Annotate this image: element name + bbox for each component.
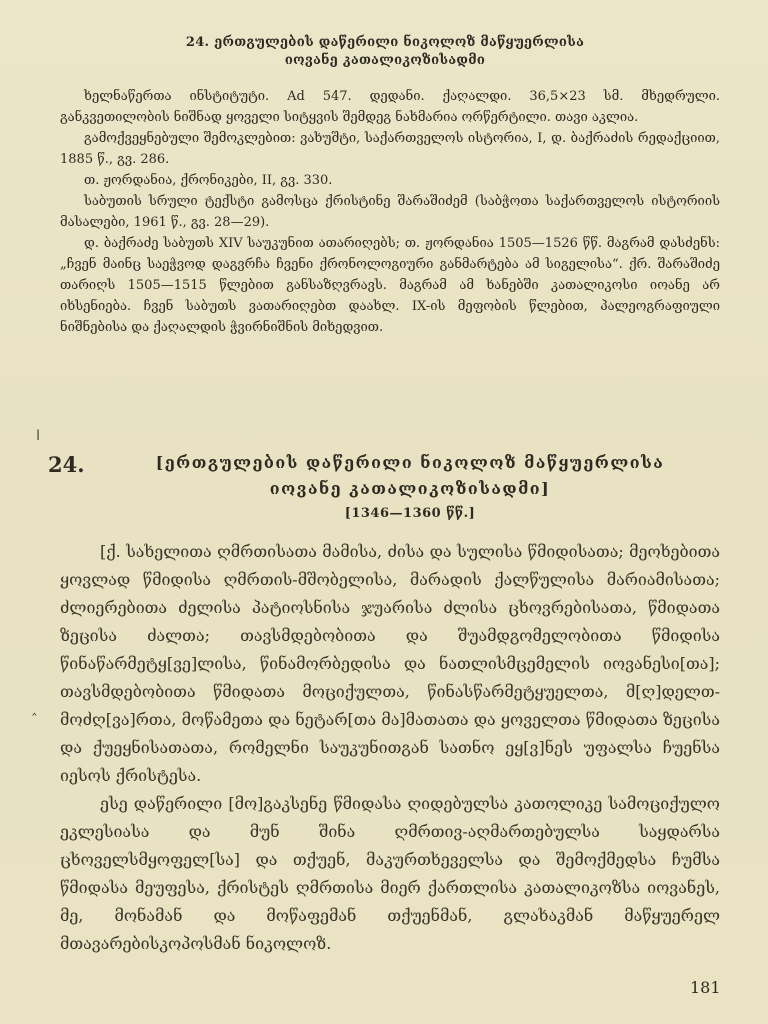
document-title (100, 450, 720, 502)
running-head (90, 34, 680, 70)
running-head-line-1: 24. ერთგულების დაწერილი ნიკოლოზ მაწყუერლისა (185, 35, 585, 50)
apparatus-paragraph: დ. ბაქრაძე საბუთს XIV საუკუნით ათარიღებს; თ. ჟორდანია 1505—1526 წწ. მაგრამ დასძენს: „ჩვენ მაინც საეჭვოდ დაგვრჩა ჩვენი ქრონოლოგიური განმარტება ამ სიგელისა“. ქრ. შარაშიძე თარიღს 1505—1515 წლებით განსაზღვრავს. მაგრამ ამ ხანებში კათალიკოსი იოანე არ იხსენიება. ჩვენ საბუთს ვათარიღებთ დაახლ. IX-ის მეფობის წლებით, პალეოგრაფიული ნიშნებისა და ქაღალდის ჭვირნიშნის მიხედვით. (60, 236, 720, 335)
document-number: 24. (48, 452, 85, 477)
running-head-line-2: იოვანე კათალიკოზისადმი (284, 53, 486, 68)
page-number: 181 (690, 978, 721, 997)
document-date: [1346—1360 წწ.] (344, 506, 476, 521)
margin-tick-mark: ‸ (32, 700, 37, 716)
document-paragraph: [ქ. სახელითა ღმრთისათა მამისა, ძისა და სულისა წმიდისათა; მეოხებითა ყოვლად წმიდისა ღმრთის-მშობელისა, მარადის ქალწულისა მარიამისათა; ძლიერებითა ძელისა პატიოსნისა ჯუარისა ძლისა ცხოვრებისათა, წმიდათა ზეცისა ძალთა; თავსმდებობითა და შუამდგომელობითა წმიდისა წინაწარმეტყ[ვე]ლისა, წინამორბედისა და ნათლისმცემელის იოვანესი[თა]; თავსმდებობითა წმიდათა მოციქულთა, წინასწარმეტყუელთა, მ[ღ]დელთ-მოძღ[ვა]რთა, მოწამეთა და ნეტარ[თა მა]მათათა და ყოველთა წმიდათა ზეცისა და ქუეყნისათათა, რომელნი საუკუნითგან სათნო ეყ[ვ]ნეს უფალსა ჩუენსა იესოს ქრისტესა. (60, 542, 720, 785)
document-body (60, 538, 720, 958)
document-title-line-1: [ერთგულების დაწერილი ნიკოლოზ მაწყუერლისა (155, 453, 665, 472)
apparatus-paragraph: თ. ჟორდანია, ქრონიკები, II, გვ. 330. (84, 173, 333, 188)
margin-bar-mark: ǀ (36, 428, 41, 444)
document-paragraph: ესე დაწერილი [მო]გაკსენე წმიდასა ღიდებულსა კათოლიკე სამოციქულო ეკლესიასა და მუნ შინა ღმრთივ-აღმართებულსა საყდარსა ცხოველსმყოფელ[სა] და თქუენ, მაკურთხეველსა და შემოქმედსა ჩუმსა წმიდასა მეუფესა, ქრისტეს ღმრთისა მიერ ქართლისა კათალიკოზსა იოვანეს, მე, მონამან და მოწაფემან თქუენმან, გლახაკმან მაწყუერელ მთავარებისკოპოსმან ნიკოლოზ. (60, 794, 720, 953)
editorial-apparatus (60, 86, 720, 338)
apparatus-paragraph: საბუთის სრული ტექსტი გამოსცა ქრისტინე შარაშიძემ (საბჭოთა საქართველოს ისტორიის მასალები, 1961 წ., გვ. 28—29). (60, 194, 720, 230)
document-title-line-2: იოვანე კათალიკოზისადმი] (269, 479, 551, 498)
apparatus-paragraph: გამოქვეყნებული შემოკლებით: ვახუშტი, საქართველოს ისტორია, I, დ. ბაქრაძის რედაქციით, 1885 წ., გვ. 286. (60, 131, 720, 167)
apparatus-paragraph: ხელნაწერთა ინსტიტუტი. Ad 547. დედანი. ქაღალდი. 36,5×23 სმ. მხედრული. განკვეთილობის ნიშნად ყოველი სიტყვის შემდეგ ნახმარია ორწერტილი. თავი აკლია. (60, 89, 720, 125)
